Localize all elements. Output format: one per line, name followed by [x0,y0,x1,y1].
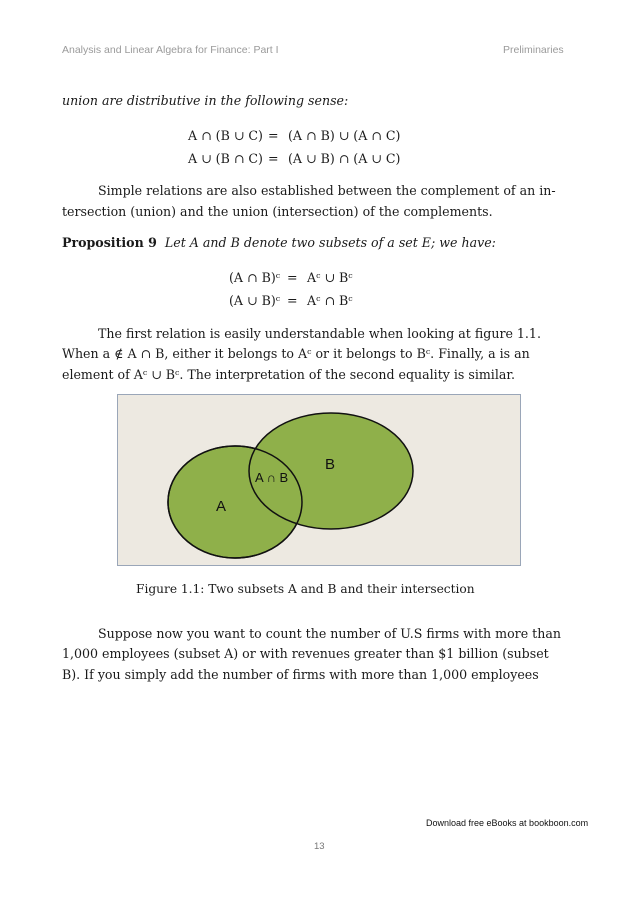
header-title: Analysis and Linear Algebra for Finance: Part I [62,44,279,56]
para2-line-1: The first relation is easily understandable when looking at figure 1.1. [98,326,541,341]
para3-line-2: 1,000 employees (subset A) or with revenues greater than $1 billion (subset [62,646,549,661]
equation-1-lhs: A ∩ (B ∪ C) [188,128,263,143]
para2-line-3: element of Aᶜ ∪ Bᶜ. The interpretation of the second equality is similar. [62,367,516,382]
para2-line-2: When a ∉ A ∩ B, either it belongs to Aᶜ or it belongs to Bᶜ. Finally, a is an [62,346,530,361]
figure-caption: Figure 1.1: Two subsets A and B and their intersection [136,582,475,596]
equation-1-rhs: (A ∩ B) ∪ (A ∩ C) [288,128,401,143]
para3-line-3: B). If you simply add the number of firms with more than 1,000 employees [62,667,539,682]
header-section: Preliminaries [503,44,564,56]
venn-diagram [118,395,520,565]
demorgan-1-rhs: Aᶜ ∪ Bᶜ [307,270,353,285]
demorgan-1-lhs: (A ∩ B)ᶜ [229,270,281,285]
label-a: A [216,498,227,515]
proposition-label: Proposition 9 [62,235,157,250]
page-number: 13 [314,841,325,852]
demorgan-2-lhs: (A ∪ B)ᶜ [229,293,281,308]
label-intersection: A ∩ B [255,470,289,485]
download-link[interactable]: Download free eBooks at bookboon.com [426,818,589,828]
proposition-text: Let A and B denote two subsets of a set E; we have: [164,235,496,250]
demorgan-2-rhs: Aᶜ ∩ Bᶜ [307,293,353,308]
venn-figure [117,394,521,566]
para3-line-1: Suppose now you want to count the number of U.S firms with more than [98,626,561,641]
demorgan-1-rel: = [287,270,298,285]
label-b: B [325,456,336,473]
intro-line: union are distributive in the following sense: [62,93,349,108]
equation-2-rhs: (A ∪ B) ∩ (A ∪ C) [288,151,401,166]
para1-line-1: Simple relations are also established between the complement of an in- [98,183,556,198]
proposition [62,237,496,250]
equation-2-rel: = [268,151,279,166]
equation-1-rel: = [268,128,279,143]
para1-line-2: tersection (union) and the union (intersection) of the complements. [62,204,493,219]
demorgan-2-rel: = [287,293,298,308]
equation-2-lhs: A ∪ (B ∩ C) [188,151,263,166]
